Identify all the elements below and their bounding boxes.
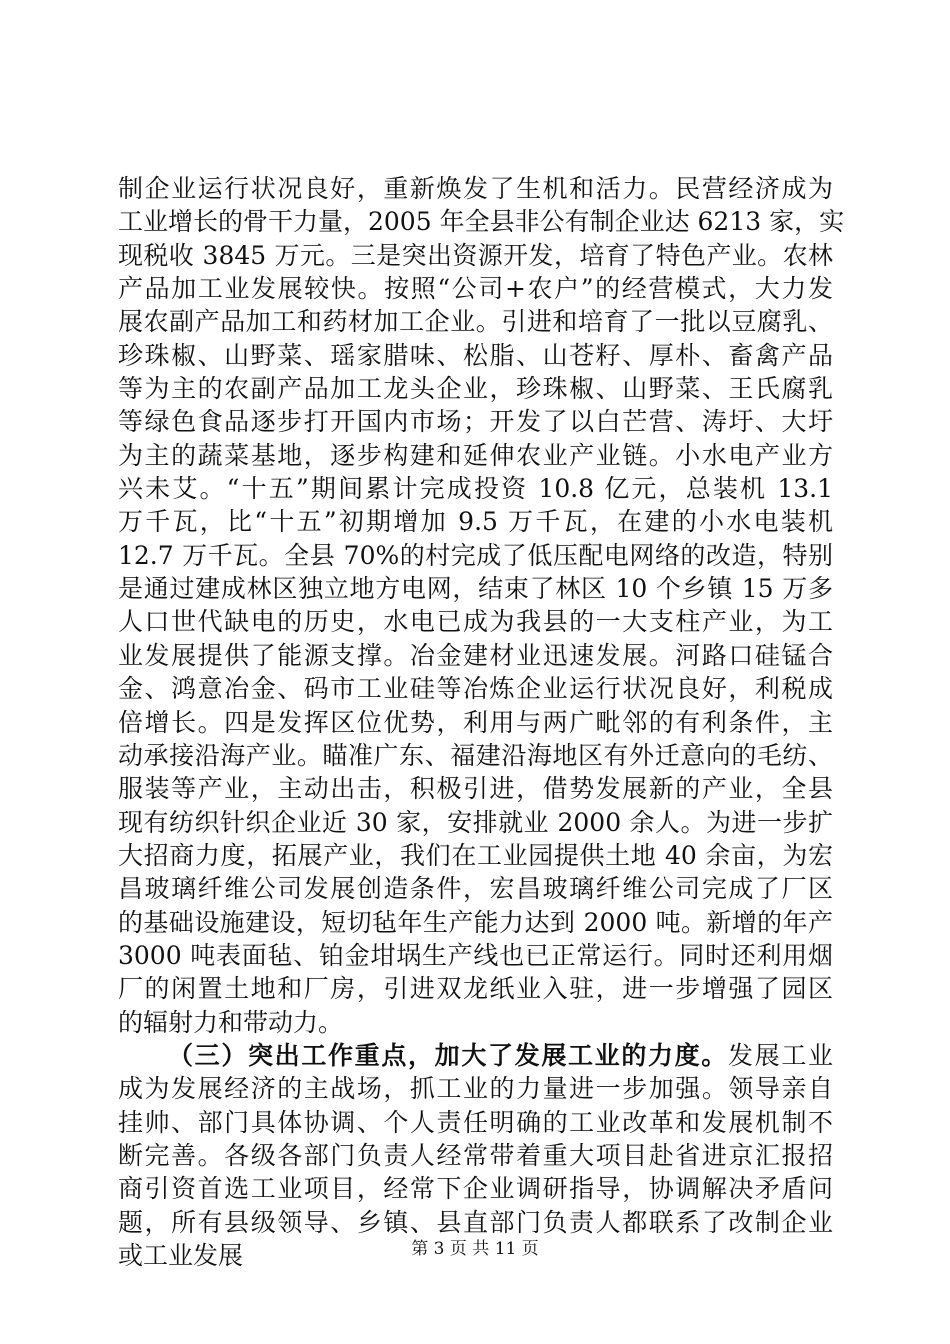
text-line: 制企业运行状况良好，重新焕发了生机和活力。民营经济成为 bbox=[118, 174, 833, 203]
body-text bbox=[118, 172, 845, 1272]
section-heading: （三）突出工作重点，加大了发展工业的力度。 bbox=[168, 1040, 728, 1070]
text-line: 等绿色食品逐步打开国内市场；开发了以白芒营、涛圩、大圩 bbox=[118, 407, 833, 437]
text-line: 是通过建成林区独立地方电网，结束了林区 10 个乡镇 15 万多 bbox=[118, 574, 833, 604]
paragraph-2-first-line bbox=[118, 1039, 833, 1072]
text-line: 服装等产业，主动出击，积极引进，借势发展新的产业，全县 bbox=[118, 774, 833, 804]
text-line: 的基础设施建设，短切毡年生产能力达到 2000 吨。新增的年产 bbox=[118, 907, 833, 937]
text-line: 为主的蔬菜基地，逐步构建和延伸农业产业链。小水电产业方 bbox=[118, 440, 833, 470]
text-line: 或工业发展 bbox=[118, 1241, 244, 1270]
text-line: 大招商力度，拓展产业，我们在工业园提供土地 40 余亩，为宏 bbox=[118, 840, 833, 870]
paragraph-2-first-line-rest: 发展工业 bbox=[727, 1040, 833, 1070]
page-number-footer: 第 3 页 共 11 页 bbox=[411, 1239, 539, 1259]
text-line: 的辐射力和带动力。 bbox=[118, 1007, 344, 1037]
text-line: 昌玻璃纤维公司发展创造条件，宏昌玻璃纤维公司完成了厂区 bbox=[118, 874, 833, 904]
text-line: 题，所有县级领导、乡镇、县直部门负责人都联系了改制企业 bbox=[118, 1207, 833, 1237]
text-line: 倍增长。四是发挥区位优势，利用与两广毗邻的有利条件，主 bbox=[118, 707, 833, 737]
text-line: 产品加工业发展较快。按照“公司+农户”的经营模式，大力发 bbox=[118, 274, 833, 304]
text-line: 万千瓦，比“十五”初期增加 9.5 万千瓦，在建的小水电装机 bbox=[118, 507, 833, 537]
text-line: 动承接沿海产业。瞄准广东、福建沿海地区有外迁意向的毛纺、 bbox=[118, 740, 833, 770]
text-line: 12.7 万千瓦。全县 70%的村完成了低压配电网络的改造，特别 bbox=[118, 540, 833, 570]
paragraph-1 bbox=[118, 172, 845, 1039]
text-line: 成为发展经济的主战场，抓工业的力量进一步加强。领导亲自 bbox=[118, 1074, 833, 1104]
text-line: 厂的闲置土地和厂房，引进双龙纸业入驻，进一步增强了园区 bbox=[118, 974, 833, 1004]
text-line: 断完善。各级各部门负责人经常带着重大项目赴省进京汇报招 bbox=[118, 1140, 833, 1170]
text-line: 现有纺织针织企业近 30 家，安排就业 2000 余人。为进一步扩 bbox=[118, 807, 833, 837]
text-line: 珍珠椒、山野菜、瑶家腊味、松脂、山苍籽、厚朴、畜禽产品 bbox=[118, 340, 833, 370]
text-line: 人口世代缺电的历史，水电已成为我县的一大支柱产业，为工 bbox=[118, 607, 833, 637]
text-line: 等为主的农副产品加工龙头企业，珍珠椒、山野菜、王氏腐乳 bbox=[118, 374, 833, 404]
text-line: 现税收 3845 万元。三是突出资源开发，培育了特色产业。农林 bbox=[118, 240, 833, 270]
text-line: 金、鸿意冶金、码市工业硅等冶炼企业运行状况良好，利税成 bbox=[118, 674, 833, 704]
text-line: 兴未艾。“十五”期间累计完成投资 10.8 亿元，总装机 13.1 bbox=[118, 474, 833, 504]
text-line: 展农副产品加工和药材加工企业。引进和培育了一批以豆腐乳、 bbox=[118, 307, 833, 337]
text-line: 业发展提供了能源支撑。冶金建材业迅速发展。河路口硅锰合 bbox=[118, 640, 833, 670]
text-line: 3000 吨表面毡、铂金坩埚生产线也已正常运行。同时还利用烟 bbox=[118, 940, 833, 970]
text-line: 商引资首选工业项目，经常下企业调研指导，协调解决矛盾问 bbox=[118, 1174, 833, 1204]
text-line: 挂帅、部门具体协调、个人责任明确的工业改革和发展机制不 bbox=[118, 1107, 833, 1137]
text-line: 工业增长的骨干力量，2005 年全县非公有制企业达 6213 家，实 bbox=[118, 207, 845, 237]
